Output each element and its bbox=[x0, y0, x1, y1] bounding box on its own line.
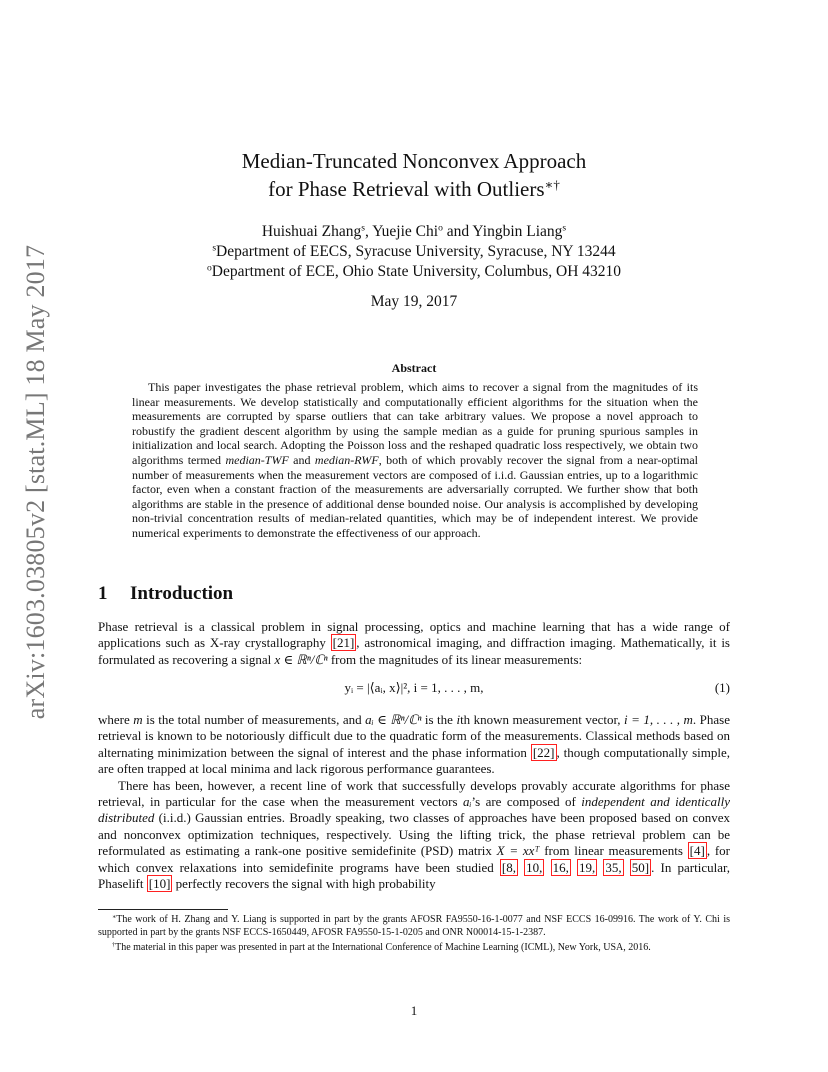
citation-link[interactable]: [22] bbox=[532, 744, 555, 760]
intro-paragraph-1: Phase retrieval is a classical problem in signal processing, optics and machine learning that has a wide range of applications such as X-ray crystallography [21] , astronomical imaging, and diffraction imaging. Mathematically, it is formulated as recovering a signal x ∈ ℝⁿ/ℂⁿ from the magnitudes of its linear measurements: bbox=[98, 619, 730, 667]
paper-title-line1: Median-Truncated Nonconvex Approach bbox=[241, 149, 587, 173]
citation-link[interactable]: [21] bbox=[332, 635, 355, 651]
citation-link[interactable]: [10] bbox=[148, 876, 171, 892]
paper-date: May 19, 2017 bbox=[370, 293, 458, 310]
footnote-1: ∗The work of H. Zhang and Y. Liang is supported in part by the grants AFOSR FA9550-16-1-0077 and NSF ECCS 16-09916. The work of Y. Chi is supported in part by the grants NSF ECCS-1650449, AFOSR FA9550-15-1-0205 and ONR N00014-15-1-2387. bbox=[98, 913, 730, 939]
citation-link[interactable]: 50] bbox=[631, 859, 650, 875]
affiliation-1: $^s$Department of EECS, Syracuse University, Syracuse, NY 13244 bbox=[212, 242, 616, 260]
equation-1 bbox=[98, 680, 730, 698]
equation-expression: yᵢ = |⟨aᵢ, x⟩|², i = 1, . . . , m, bbox=[344, 680, 484, 695]
page-number: 1 bbox=[410, 1003, 418, 1018]
author-list: Huishuai Zhang$^s$, Yuejie Chi$^o$ and Yingbin Liang$^s$ bbox=[261, 222, 567, 240]
section-number: 1 bbox=[98, 583, 108, 604]
citation-link[interactable]: [4] bbox=[689, 843, 705, 859]
citation-link[interactable]: [8, bbox=[501, 859, 516, 875]
footnotes bbox=[98, 913, 730, 955]
paper-title-line2: for Phase Retrieval with Outliers∗† bbox=[268, 176, 560, 201]
arxiv-stamp-text: arXiv:1603.03805v2 [stat.ML] 18 May 2017 bbox=[21, 244, 50, 720]
citation-link[interactable]: 35, bbox=[605, 859, 622, 875]
intro-paragraph-3: There has been, however, a recent line of work that successfully develops provably accurate algorithms for phase retrieval, in particular for the case when the measurement vectors aᵢ’s are composed of independent and identically distributed (i.i.d.) Gaussian entries. Broadly speaking, two classes of approaches have been proposed based on convex and nonconvex optimization techniques, respectively. Using the lifting trick, the phase retrieval problem can be reformulated as estimating a rank-one positive semidefinite (PSD) matrix X = xxᵀ from linear measurements [4] , for which convex relaxations into semidefinite programs have been studied [8, 10, 16, 19, 35, 50] . In particular, Phaselift [10] perfectly recovers the signal with high probability bbox=[98, 777, 731, 892]
abstract-heading: Abstract bbox=[391, 361, 437, 375]
arxiv-stamp bbox=[14, 244, 58, 720]
intro-paragraph-2: where m is the total number of measurements, and aᵢ ∈ ℝⁿ/ℂⁿ is the ith known measurement vector, i = 1, . . . , m. Phase retrieval is known to be notoriously difficult due to the quadratic form of the measurements. Classical methods based on alternating minimization between the signal of interest and the phase information [22] , though computationally simple, are often trapped at local minima and lack rigorous performance guarantees. There has been, however, a recent line of work that successfully develops provably accurate algorithms for phase retrieval, in particular for the case when the measurement vectors aᵢ’s are composed of independent and identically distributed (i.i.d.) Gaussian entries. Broadly speaking, two classes of approaches have been proposed based on convex and nonconvex optimization techniques, respectively. Using the lifting trick, the phase retrieval problem can be reformulated as estimating a rank-one positive semidefinite (PSD) matrix X = xxᵀ from linear measurements [4] , for which convex relaxations into semidefinite programs have been studied [8, 10, 16, 19, 35, 50] . In particular, Phaselift [10] perfectly recovers the signal with high probability bbox=[98, 712, 731, 892]
citation-link[interactable]: 10, bbox=[526, 859, 543, 875]
affiliation-2: $^o$Department of ECE, Ohio State University, Columbus, OH 43210 bbox=[206, 262, 622, 280]
abstract-paragraph: This paper investigates the phase retrieval problem, which aims to recover a signal from the magnitudes of its linear measurements. We develop statistically and computationally efficient algorithms for the situation when the measurements are corrupted by sparse outliers that can take arbitrary values. We propose a novel approach to robustify the gradient descent algorithm by using the sample median as a guide for pruning spurious samples in initialization and local search. Adopting the Poisson loss and the reshaped quadratic loss respectively, we obtain two algorithms termed median-TWF and median-RWF, both of which provably recover the signal from a near-optimal number of measurements when the measurement vectors are composed of i.i.d. Gaussian entries, up to a logarithmic factor, even when a constant fraction of the measurements are adversarially corrupted. We further show that both algorithms are stable in the presence of additional dense bounded noise. Our analysis is accomplished by developing non-trivial concentration results of median-related quantities, which may be of independent interest. We provide numerical experiments to demonstrate the effectiveness of our approach. bbox=[132, 380, 699, 540]
title-footnote-marks: ∗† bbox=[544, 176, 560, 192]
section-title: Introduction bbox=[130, 583, 234, 604]
abstract-body bbox=[132, 380, 698, 541]
citation-link[interactable]: 19, bbox=[578, 859, 596, 875]
footnote-2: †The material in this paper was presented in part at the International Conference of Machine Learning (ICML), New York, USA, 2016. bbox=[112, 942, 651, 954]
section-heading bbox=[98, 583, 233, 605]
citation-link[interactable]: 16, bbox=[552, 859, 569, 875]
footnote-rule bbox=[98, 909, 228, 910]
equation-number: (1) bbox=[714, 680, 730, 695]
